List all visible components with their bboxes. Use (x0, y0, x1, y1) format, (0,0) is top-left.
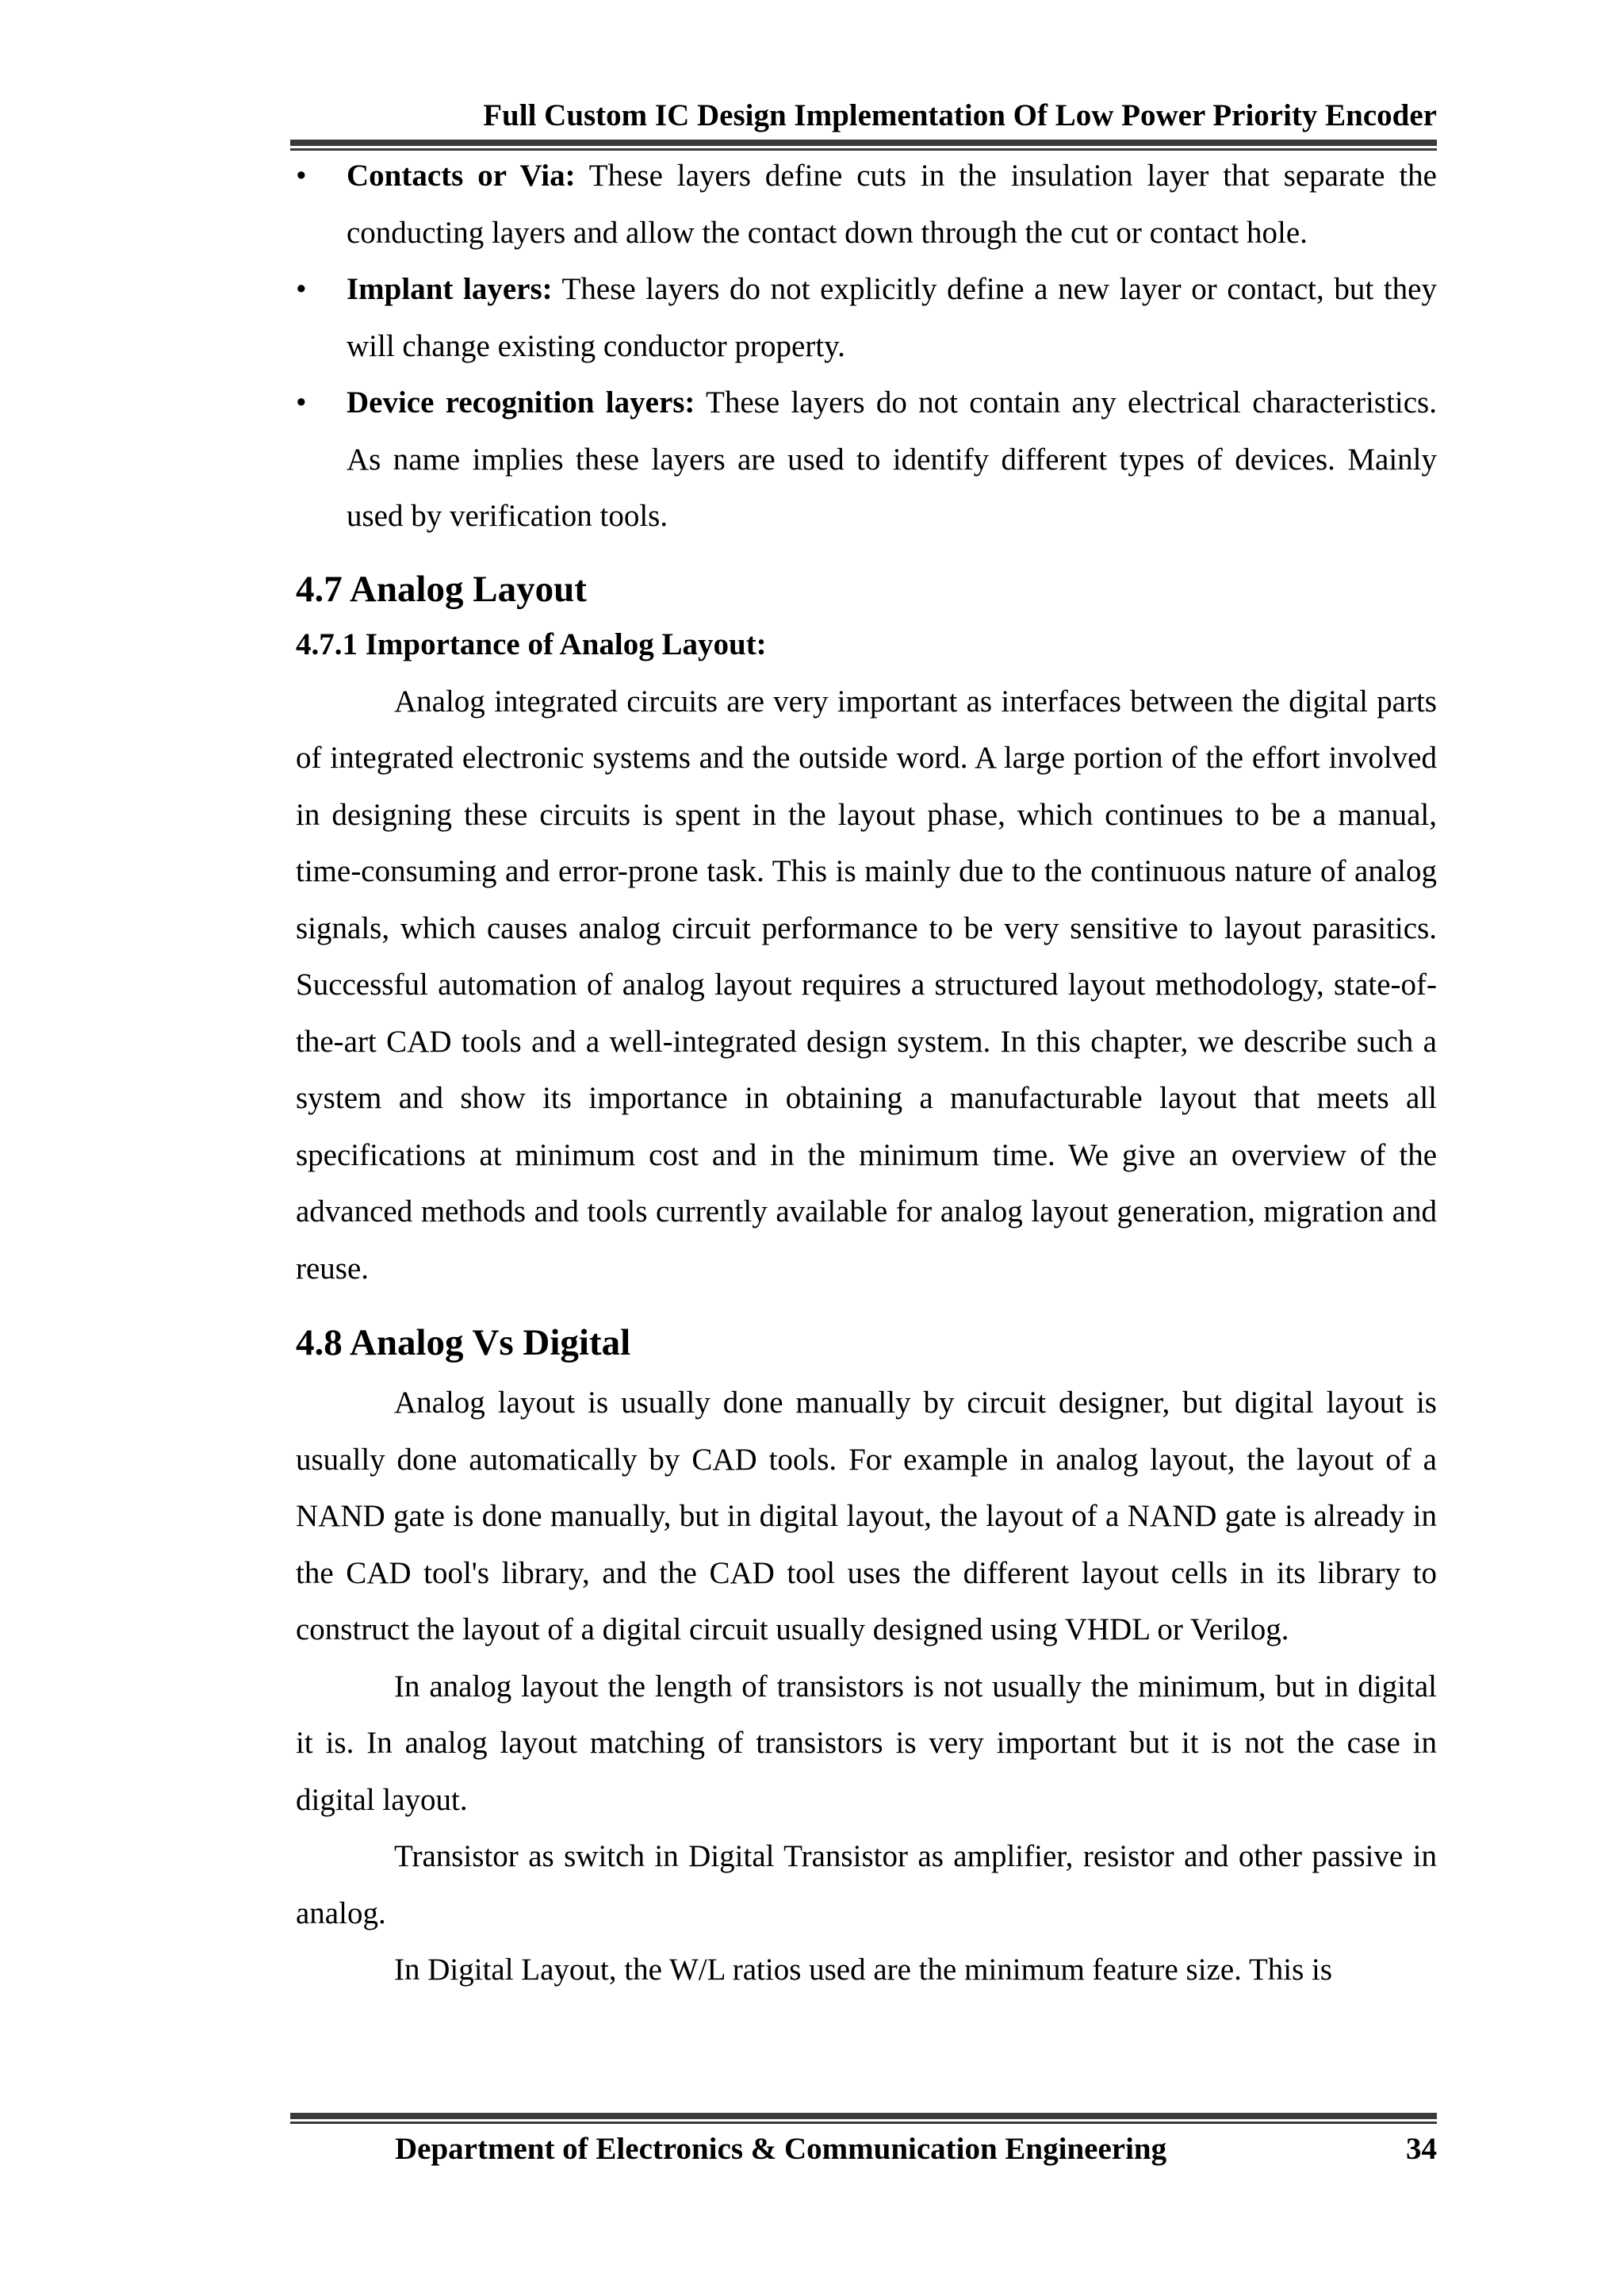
section-heading-analog-vs-digital: 4.8 Analog Vs Digital (296, 1322, 631, 1363)
paragraph: Transistor as switch in Digital Transistor as amplifier, resistor and other passive in analog. (296, 1839, 1437, 1930)
paragraph: In Digital Layout, the W/L ratios used are the minimum feature size. This is (394, 1953, 1333, 1987)
bullet-icon: • (296, 272, 307, 306)
layer-types-list (296, 148, 1437, 545)
section-heading-analog-layout: 4.7 Analog Layout (296, 568, 587, 610)
list-item (296, 374, 1437, 545)
list-item-text: These layers do not contain any electrical characteristics. As name implies these layers are used to identify different types of devices. Mainly used by verification tools. (347, 385, 1437, 533)
list-item (296, 148, 1437, 261)
footer-department: Department of Electronics & Communication Engineering (395, 2132, 1167, 2166)
running-header: Full Custom IC Design Implementation Of Low Power Priority Encoder (483, 98, 1437, 132)
page-body (296, 148, 1437, 1999)
paragraph: Analog layout is usually done manually by circuit designer, but digital layout is usually done automatically by CAD tools. For example in analog layout, the layout of a NAND gate is done manually, but in digital layout, the layout of a NAND gate is already in the CAD tool's library, and the CAD tool uses the different layout cells in its library to construct the layout of a digital circuit usually designed using VHDL or Verilog. (296, 1386, 1437, 1646)
list-item-term: Implant layers: (347, 272, 553, 306)
list-item-text: These layers define cuts in the insulation layer that separate the conducting layers and allow the contact down through the cut or contact hole. (347, 159, 1437, 250)
list-item-term: Contacts or Via: (347, 159, 576, 193)
list-item-text: These layers do not explicitly define a new layer or contact, but they will change existing conductor property. (347, 272, 1437, 363)
paragraph: In analog layout the length of transistors is not usually the minimum, but in digital it is. In analog layout matching of transistors is very important but it is not the case in digital layout. (296, 1669, 1437, 1817)
footer-rule (290, 2113, 1437, 2124)
bullet-icon: • (296, 385, 307, 420)
list-item (296, 261, 1437, 374)
page-number: 34 (1406, 2132, 1437, 2166)
paragraph: Analog integrated circuits are very important as interfaces between the digital parts of integrated electronic systems and the outside word. A large portion of the effort involved in designing these circuits is spent in the layout phase, which continues to be a manual, time-consuming and error-prone task. This is mainly due to the continuous nature of analog signals, which causes analog circuit performance to be very sensitive to layout parasitics. Successful automation of analog layout requires a structured layout methodology, state-of-the-art CAD tools and a well-integrated design system. In this chapter, we describe such a system and show its importance in obtaining a manufacturable layout that meets all specifications at minimum cost and in the minimum time. We give an overview of the advanced methods and tools currently available for analog layout generation, migration and reuse. (296, 684, 1437, 1286)
subsection-heading-importance: 4.7.1 Importance of Analog Layout: (296, 627, 767, 661)
bullet-icon: • (296, 159, 307, 193)
list-item-term: Device recognition layers: (347, 385, 695, 420)
